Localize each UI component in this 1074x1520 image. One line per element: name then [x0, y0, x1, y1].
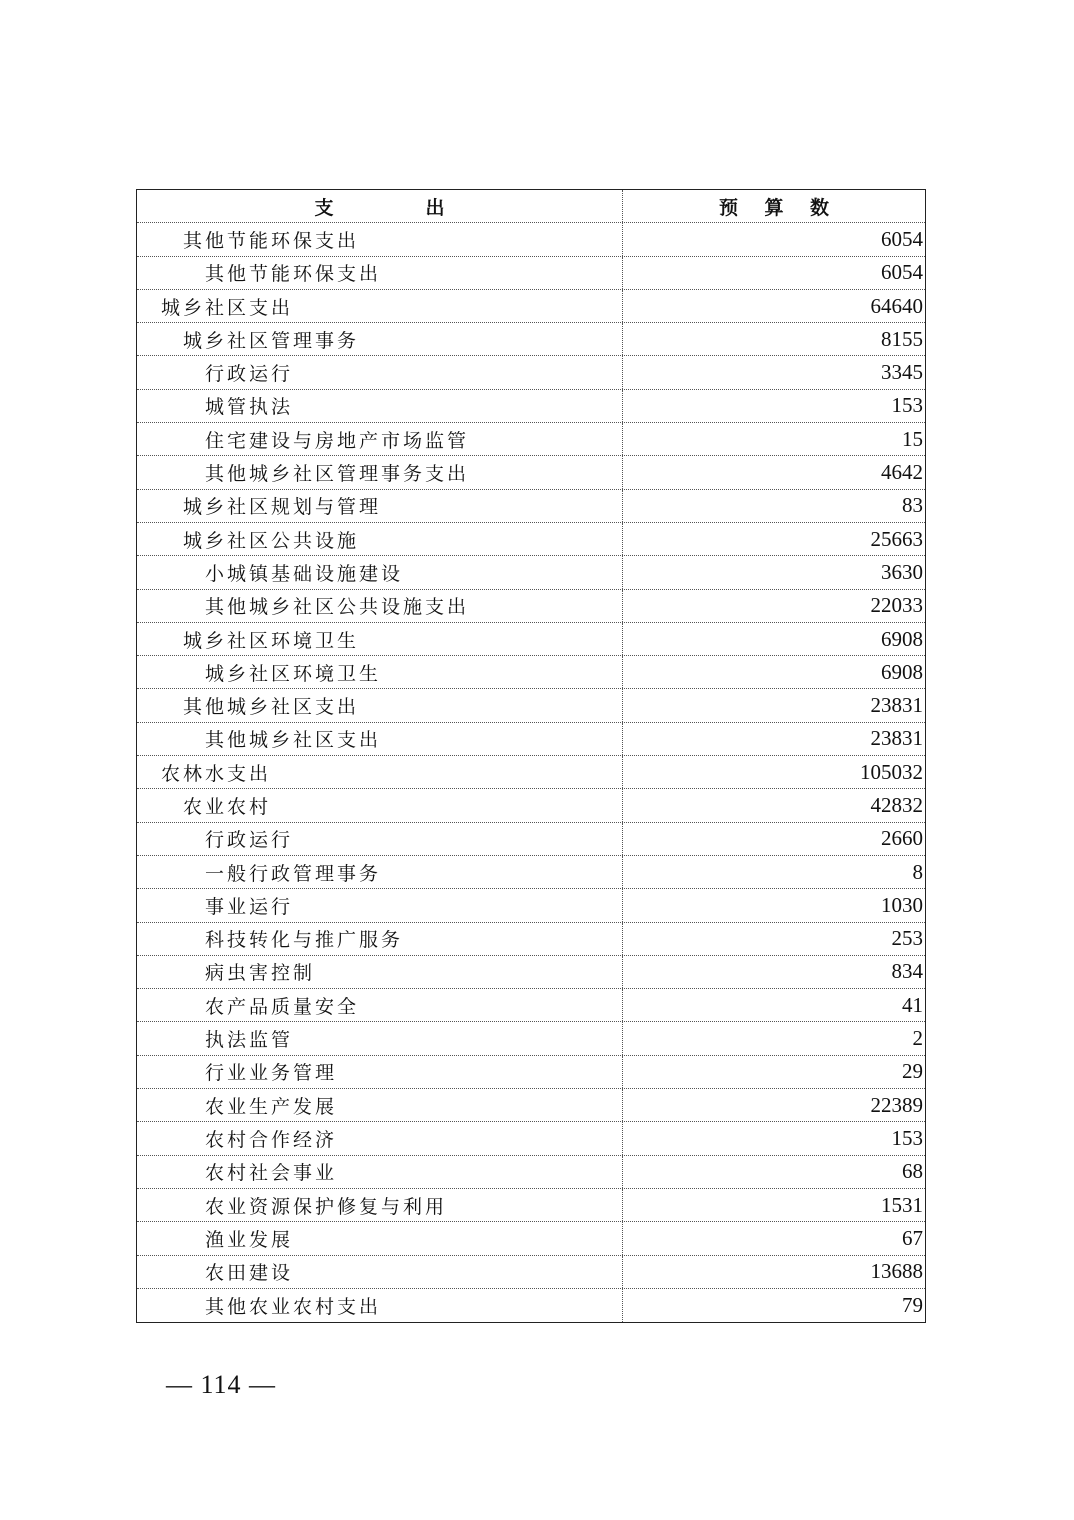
table-row	[137, 356, 925, 389]
item-value: 6908	[881, 626, 923, 651]
item-value: 67	[902, 1225, 923, 1250]
table-row	[137, 323, 925, 356]
item-value: 64640	[870, 293, 923, 318]
item-name: 城乡社区支出	[137, 290, 623, 322]
table-row	[137, 423, 925, 456]
table-row	[137, 656, 925, 689]
item-value: 834	[891, 959, 923, 984]
table-row	[137, 856, 925, 889]
table-header-row	[137, 190, 925, 223]
item-name: 农村合作经济	[137, 1122, 623, 1154]
table-row	[137, 1156, 925, 1189]
item-name: 一般行政管理事务	[137, 856, 623, 888]
item-name: 行政运行	[137, 823, 623, 855]
table-row	[137, 390, 925, 423]
item-name: 农业农村	[137, 789, 623, 821]
item-name: 行政运行	[137, 356, 623, 388]
table-row	[137, 290, 925, 323]
item-value: 29	[902, 1059, 923, 1084]
item-name: 科技转化与推广服务	[137, 923, 623, 955]
table-row	[137, 689, 925, 722]
item-value: 2	[912, 1026, 923, 1051]
header-budget	[623, 190, 925, 222]
table-row	[137, 223, 925, 256]
item-value: 13688	[870, 1259, 923, 1284]
item-value: 4642	[881, 460, 923, 485]
table-row	[137, 1289, 925, 1322]
table-row	[137, 523, 925, 556]
item-value: 8	[912, 859, 923, 884]
item-value: 68	[902, 1159, 923, 1184]
table-row	[137, 756, 925, 789]
table-row	[137, 1122, 925, 1155]
item-name: 农林水支出	[137, 756, 623, 788]
item-name: 事业运行	[137, 889, 623, 921]
item-name: 病虫害控制	[137, 956, 623, 988]
header-char: 算	[764, 196, 784, 219]
table-row	[137, 490, 925, 523]
table-row	[137, 623, 925, 656]
item-name: 农产品质量安全	[137, 989, 623, 1021]
table-row	[137, 1022, 925, 1055]
item-name: 其他节能环保支出	[137, 257, 623, 289]
header-char: 预	[719, 196, 739, 219]
item-value: 1531	[881, 1192, 923, 1217]
item-name: 农村社会事业	[137, 1156, 623, 1188]
table-row	[137, 257, 925, 290]
item-value: 6054	[881, 226, 923, 251]
table-row	[137, 889, 925, 922]
table-row	[137, 1056, 925, 1089]
table-row	[137, 789, 925, 822]
page-number: — 114 —	[166, 1370, 277, 1399]
item-value: 83	[902, 493, 923, 518]
table-row	[137, 1256, 925, 1289]
table-row	[137, 456, 925, 489]
item-name: 其他城乡社区管理事务支出	[137, 456, 623, 488]
item-value: 25663	[870, 526, 923, 551]
item-value: 6054	[881, 260, 923, 285]
item-name: 农业生产发展	[137, 1089, 623, 1121]
item-name: 农田建设	[137, 1256, 623, 1288]
item-name: 农业资源保护修复与利用	[137, 1189, 623, 1221]
item-value: 23831	[870, 726, 923, 751]
item-value: 6908	[881, 659, 923, 684]
table-row	[137, 590, 925, 623]
item-name: 其他城乡社区公共设施支出	[137, 590, 623, 622]
item-value: 79	[902, 1292, 923, 1317]
table-body	[137, 223, 925, 1322]
item-value: 22389	[870, 1092, 923, 1117]
item-name: 其他城乡社区支出	[137, 723, 623, 755]
item-name: 小城镇基础设施建设	[137, 556, 623, 588]
item-name: 城乡社区环境卫生	[137, 656, 623, 688]
header-char: 数	[809, 196, 829, 219]
item-name: 城乡社区管理事务	[137, 323, 623, 355]
table-row	[137, 1222, 925, 1255]
item-value: 3630	[881, 559, 923, 584]
item-value: 15	[902, 426, 923, 451]
budget-table	[136, 189, 926, 1323]
header-char: 出	[425, 196, 445, 219]
item-value: 2660	[881, 826, 923, 851]
item-name: 其他城乡社区支出	[137, 689, 623, 721]
item-name: 其他农业农村支出	[137, 1289, 623, 1322]
table-row	[137, 923, 925, 956]
item-value: 153	[891, 1125, 923, 1150]
item-name: 城管执法	[137, 390, 623, 422]
item-name: 其他节能环保支出	[137, 223, 623, 255]
item-value: 253	[891, 926, 923, 951]
item-value: 105032	[860, 759, 923, 784]
table-row	[137, 1089, 925, 1122]
item-name: 城乡社区规划与管理	[137, 490, 623, 522]
table-row	[137, 956, 925, 989]
item-name: 执法监管	[137, 1022, 623, 1054]
item-value: 41	[902, 992, 923, 1017]
item-name: 渔业发展	[137, 1222, 623, 1254]
table-row	[137, 823, 925, 856]
table-row	[137, 1189, 925, 1222]
item-name: 住宅建设与房地产市场监管	[137, 423, 623, 455]
item-name: 行业业务管理	[137, 1056, 623, 1088]
item-name: 城乡社区环境卫生	[137, 623, 623, 655]
item-value: 1030	[881, 892, 923, 917]
item-value: 8155	[881, 326, 923, 351]
table-row	[137, 723, 925, 756]
table-row	[137, 989, 925, 1022]
item-value: 3345	[881, 360, 923, 385]
item-value: 42832	[870, 792, 923, 817]
item-value: 23831	[870, 693, 923, 718]
item-name: 城乡社区公共设施	[137, 523, 623, 555]
header-char: 支	[314, 196, 334, 219]
item-value: 153	[891, 393, 923, 418]
table-row	[137, 556, 925, 589]
header-expenditure	[137, 190, 623, 222]
item-value: 22033	[870, 593, 923, 618]
